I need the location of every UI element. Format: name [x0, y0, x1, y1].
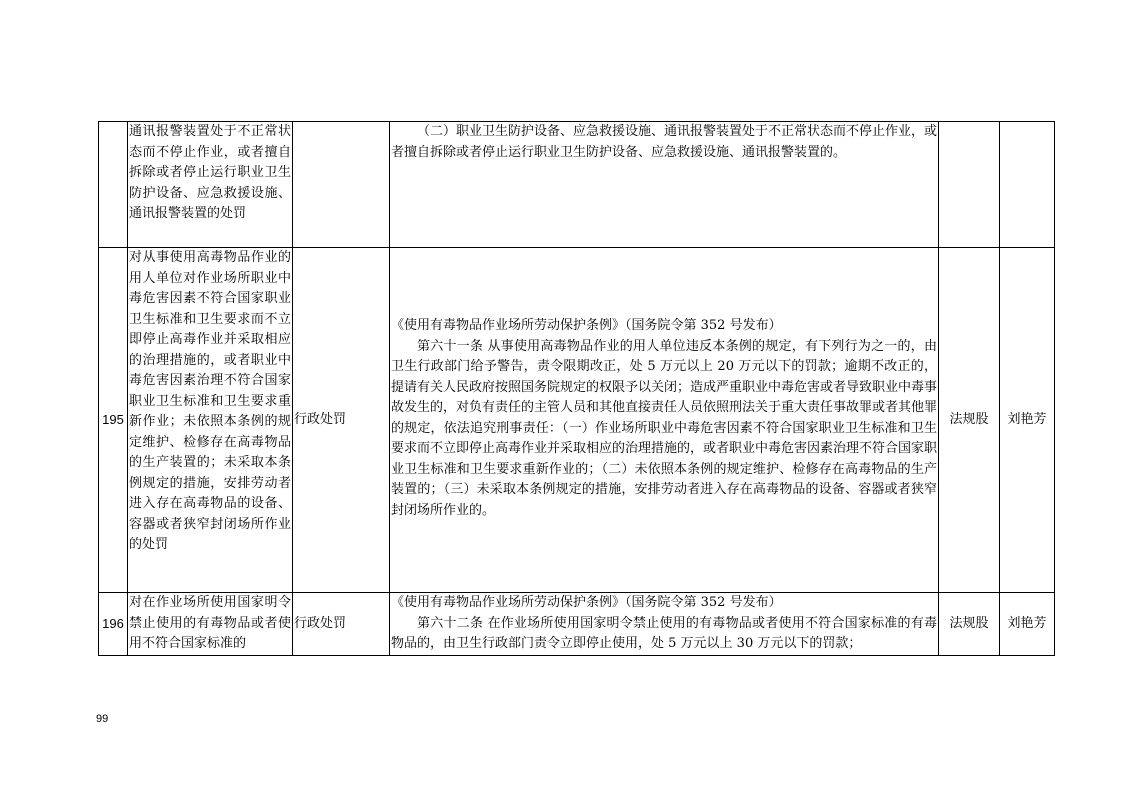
basis-title: 《使用有毒物品作业场所劳动保护条例》（国务院令第 352 号发布）: [391, 318, 782, 333]
row-number: 196: [99, 593, 128, 656]
row-number: [99, 122, 128, 248]
item-name: 对从事使用高毒物品作业的用人单位对作业场所职业中毒危害因素不符合国家职业卫生标准和卫生要求而不立即停止高毒作业并采取相应的治理措施的，或者职业中毒危害因素治理不符合国家职业卫生标准和卫生要求重新作业；未依照本条例的规定维护、检修存在高毒物品的生产装置的；未采取本条例规定的措施，安排劳动者进入存在高毒物品的设备、容器或者狭窄封闭场所作业的处罚: [128, 248, 293, 593]
basis-paragraph: 第六十二条 在作业场所使用国家明令禁止使用的有毒物品或者使用不符合国家标准的有毒物品的，由卫生行政部门责令立即停止使用，处 5 万元以上 30 万元以下的罚款；: [391, 615, 937, 651]
table-row: [99, 122, 1055, 248]
item-type: [293, 122, 390, 248]
legal-basis: [390, 122, 939, 248]
item-type: 行政处罚: [293, 593, 390, 656]
page-number: 99: [96, 713, 109, 725]
table-row: [99, 593, 1055, 656]
department: 法规股: [939, 593, 1000, 656]
basis-paragraph: 第六十一条 从事使用高毒物品作业的用人单位违反本条例的规定，有下列行为之一的，由卫生行政部门给予警告，责令限期改正，处 5 万元以上 20 万元以下的罚款；逾期不改正的，提请有关人民政府按照国务院规定的权限予以关闭；造成严重职业中毒危害或者导致职业中毒事故发生的，对负有责任的主管人员和其他直接责任人员依照刑法关于重大责任事故罪或者其他罪的规定，依法追究刑事责任：（一）作业场所职业中毒危害因素不符合国家职业卫生标准和卫生要求而不立即停止高毒作业并采取相应的治理措施的，或者职业中毒危害因素治理不符合国家职业卫生标准和卫生要求重新作业的；（二）未依照本条例的规定维护、检修存在高毒物品的生产装置的；（三）未采取本条例规定的措施，安排劳动者进入存在高毒物品的设备、容器或者狭窄封闭场所作业的。: [391, 338, 938, 518]
item-name: 对在作业场所使用国家明令禁止使用的有毒物品或者使用不符合国家标准的: [128, 593, 293, 656]
department: [939, 122, 1000, 248]
legal-basis: [390, 248, 939, 593]
responsible-person: 刘艳芳: [1000, 248, 1055, 593]
item-type: 行政处罚: [293, 248, 390, 593]
basis-paragraph: （二）职业卫生防护设备、应急救援设施、通讯报警装置处于不正常状态而不停止作业，或者擅自拆除或者停止运行职业卫生防护设备、应急救援设施、通讯报警装置的。: [391, 124, 938, 160]
table-row: [99, 248, 1055, 593]
responsible-person: 刘艳芳: [1000, 593, 1055, 656]
item-name: 通讯报警装置处于不正常状态而不停止作业，或者擅自拆除或者停止运行职业卫生防护设备、应急救援设施、通讯报警装置的处罚: [128, 122, 293, 248]
row-number: 195: [99, 248, 128, 593]
responsible-person: [1000, 122, 1055, 248]
regulation-table: [98, 121, 1055, 656]
department: 法规股: [939, 248, 1000, 593]
basis-title: 《使用有毒物品作业场所劳动保护条例》（国务院令第 352 号发布）: [391, 595, 782, 610]
legal-basis: [390, 593, 939, 656]
